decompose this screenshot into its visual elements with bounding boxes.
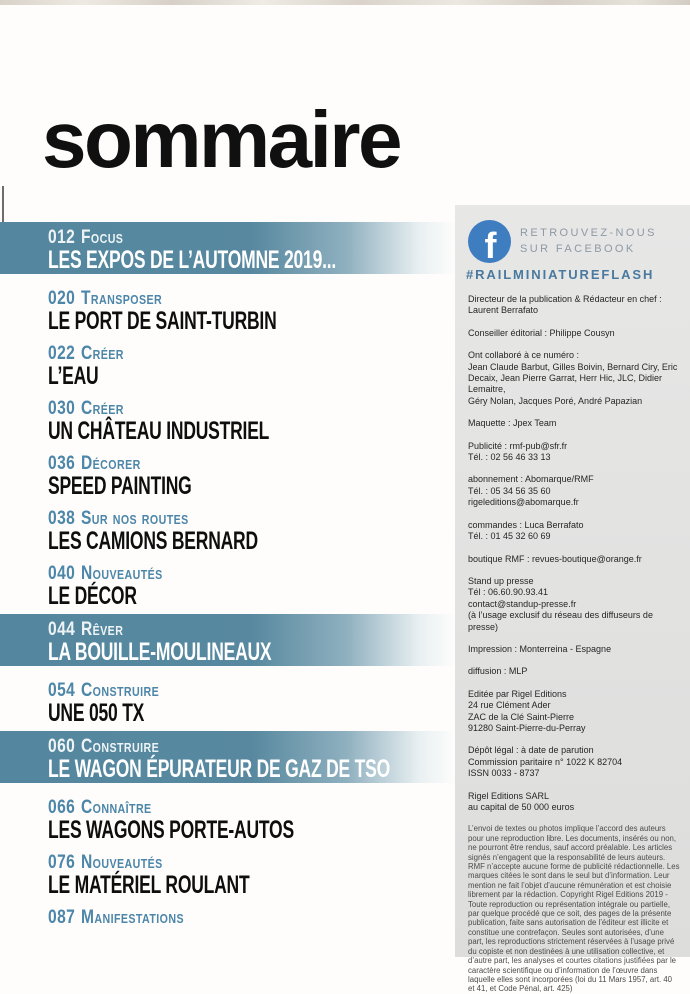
toc-item-page-number: 020	[48, 288, 76, 309]
masthead-paragraph: Maquette : Jpex Team	[468, 418, 557, 429]
toc-item[interactable]	[0, 899, 456, 954]
masthead-paragraph: Rigel Editions SARL au capital de 50 000 euros	[468, 790, 575, 812]
toc-item[interactable]	[0, 789, 456, 844]
toc-item-category: Transposer	[80, 288, 163, 309]
toc-item-page-number: 087	[48, 907, 76, 928]
toc-item-page-number: 060	[48, 736, 76, 757]
facebook-icon	[468, 220, 511, 266]
toc-item-category: Nouveautés	[80, 852, 163, 873]
toc-item[interactable]	[0, 844, 456, 899]
masthead-paragraph: Impression : Monterreina - Espagne	[468, 643, 612, 654]
page-top-edge-texture	[0, 0, 690, 5]
masthead-paragraph: commandes : Luca Berrafato Tél. : 01 45 32 60 69	[468, 519, 584, 542]
toc-item-title: UNE 050 TX	[48, 699, 145, 727]
facebook-row	[468, 220, 678, 266]
masthead-paragraph: Stand up presse Tél : 06.60.90.93.41 contact@standup-presse.fr (à l’usage exclusif du réseau des diffuseurs de presse)	[468, 575, 653, 632]
toc-item-title: LES WAGONS PORTE-AUTOS	[48, 816, 294, 844]
toc-item[interactable]	[0, 500, 456, 555]
toc-item-title: LE DÉCOR	[48, 582, 137, 610]
toc-item-category: Créer	[80, 398, 124, 419]
toc-item-header	[48, 509, 383, 528]
facebook-caption	[520, 220, 657, 257]
toc-list	[0, 218, 456, 954]
toc-item-page-number: 076	[48, 852, 76, 873]
toc-item-header	[48, 908, 383, 927]
toc-item-category: Connaître	[80, 797, 152, 818]
masthead-paragraph: Ont collaboré à ce numéro : Jean Claude Barbut, Gilles Boivin, Bernard Ciry, Eric Decaix, Jean Pierre Garrat, Herr Hic, JLC, Didier Lemaitre, Géry Nolan, Jacques Poré, André Papazian	[468, 350, 678, 406]
toc-item[interactable]	[0, 280, 456, 335]
masthead-paragraph: Directeur de la publication & Rédacteur en chef : Laurent Berrafato	[468, 294, 662, 316]
toc-item-title: LES EXPOS DE L’AUTOMNE 2019...	[48, 246, 337, 274]
toc-item-category: Focus	[80, 227, 124, 248]
masthead-paragraph: Editée par Rigel Editions 24 rue Clément Ader ZAC de la Clé Saint-Pierre 91280 Saint-Pierre-du-Perray	[468, 688, 586, 733]
masthead-paragraph: Publicité : rmf-pub@sfr.fr Tél. : 02 56 46 33 13	[468, 440, 568, 463]
toc-item-page-number: 038	[48, 508, 76, 529]
toc-item-title: UN CHÂTEAU INDUSTRIEL	[48, 417, 270, 445]
toc-item-category: Construire	[80, 736, 160, 757]
toc-item[interactable]	[0, 555, 456, 610]
toc-item-header	[48, 681, 383, 700]
toc-item-header	[48, 853, 383, 872]
masthead-paragraph: diffusion : MLP	[468, 666, 528, 677]
facebook-icon-letter: f	[484, 224, 497, 266]
toc-item-title: LE MATÉRIEL ROULANT	[48, 871, 250, 899]
toc-item-header	[48, 798, 383, 817]
toc-item-title: L’EAU	[48, 362, 99, 390]
toc-item-header	[48, 454, 383, 473]
toc-item-category: Créer	[80, 343, 124, 364]
toc-item-page-number: 012	[48, 227, 76, 248]
masthead-panel	[455, 205, 690, 994]
toc-item-header	[48, 620, 383, 639]
toc-item-title: LE PORT DE SAINT-TURBIN	[48, 307, 277, 335]
toc-item-category: Nouveautés	[80, 563, 163, 584]
masthead-text	[468, 294, 678, 813]
toc-item[interactable]	[0, 445, 456, 500]
toc-item-header	[48, 228, 383, 247]
masthead-paragraph: boutique RMF : revues-boutique@orange.fr	[468, 553, 642, 564]
facebook-block[interactable]	[468, 220, 678, 282]
toc-item-page-number: 044	[48, 619, 76, 640]
toc-item-title: LE WAGON ÉPURATEUR DE GAZ DE TSO	[48, 755, 391, 783]
facebook-caption-line1: RETROUVEZ-NOUS	[520, 227, 657, 239]
toc-item[interactable]	[0, 335, 456, 390]
masthead-paragraph: Dépôt légal : à date de parution Commission paritaire n° 1022 K 82704 ISSN 0033 - 8737	[468, 745, 623, 779]
toc-item-title: LES CAMIONS BERNARD	[48, 527, 258, 555]
toc-item-page-number: 030	[48, 398, 76, 419]
toc-item-header	[48, 564, 383, 583]
facebook-hashtag[interactable]: #RAILMINIATUREFLASH	[466, 267, 655, 282]
toc-item-page-number: 066	[48, 797, 76, 818]
toc-item-page-number: 040	[48, 563, 76, 584]
toc-item[interactable]	[0, 390, 456, 445]
toc-item-header	[48, 289, 383, 308]
toc-item[interactable]	[0, 731, 456, 783]
toc-item-category: Rêver	[80, 619, 124, 640]
toc-item-page-number: 022	[48, 343, 76, 364]
legal-fine-print: L’envoi de textes ou photos implique l’accord des auteurs pour une reproduction libre. Les documents, insérés ou non, ne pourront être rendus, sauf accord préalable. Les articles signés n’engagent que la responsabilité de leurs auteurs. RMF n’accepte aucune forme de publicité rédactionnelle. Les marques citées le sont dans le seul but d’information. Leur mention ne fait l’objet d’aucune rémunération et est choisie librement par la rédaction. Copyright Rigel Editions 2019 - Toute reproduction ou représentation intégrale ou partielle, par quelque procédé que ce soit, des pages de la présente publication, faite sans autorisation de l’éditeur est illicite et constitue une contrefaçon. Seules sont autorisées, d’une part, les reproductions strictement réservées à l’usage privé du copiste et non destinées à une utilisation collective, et d’autre part, les analyses et courtes citations justifiées par le caractère scientifique ou d’information de l’œuvre dans laquelle elles sont incorporées (loi du 11 Mars 1957, art. 40 et 41, et Code Pénal, art. 425)	[468, 824, 680, 994]
toc-item-category: Construire	[80, 680, 160, 701]
page-title: sommaire	[42, 95, 400, 184]
toc-item[interactable]	[0, 614, 456, 666]
toc-item-category: Décorer	[80, 453, 141, 474]
toc-item-page-number: 054	[48, 680, 76, 701]
toc-item-title: LA BOUILLE-MOULINEAUX	[48, 638, 272, 666]
toc-item-header	[48, 344, 383, 363]
toc-item[interactable]	[0, 672, 456, 727]
facebook-caption-line2: SUR FACEBOOK	[520, 243, 636, 255]
toc-item-category: Sur nos routes	[80, 508, 189, 529]
toc-item-page-number: 036	[48, 453, 76, 474]
toc-item-header	[48, 399, 383, 418]
toc-item-header	[48, 737, 383, 756]
masthead-paragraph: abonnement : Abomarque/RMF Tél. : 05 34 56 35 60 rigeleditions@abomarque.fr	[468, 474, 594, 508]
toc-item-title: SPEED PAINTING	[48, 472, 192, 500]
masthead-paragraph: Conseiller éditorial : Philippe Cousyn	[468, 327, 615, 338]
toc-item-category: Manifestations	[80, 907, 184, 928]
toc-item[interactable]	[0, 222, 456, 274]
